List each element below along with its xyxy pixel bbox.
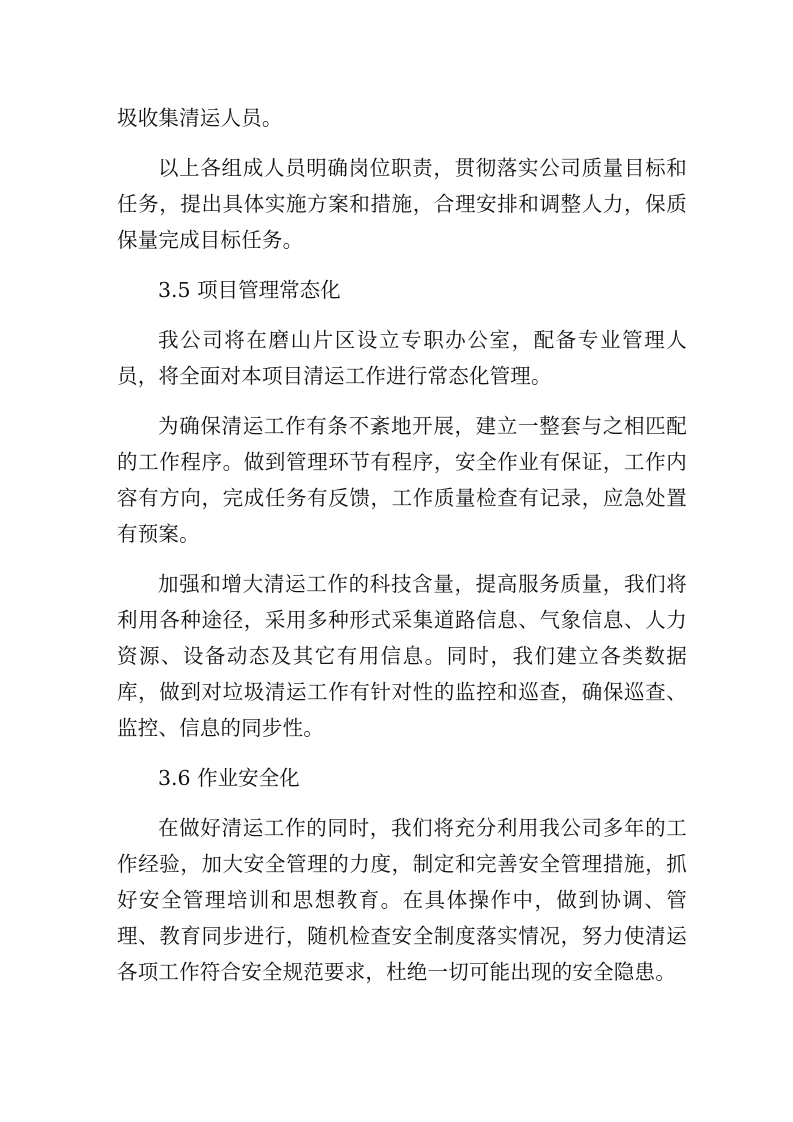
paragraph-technology: 加强和增大清运工作的科技含量，提高服务质量，我们将利用各种途径，采用多种形式采集道路信息、气象信息、人力资源、设备动态及其它有用信息。同时，我们建立各类数据库，做到对垃圾清运工作有针对性的监控和巡查，确保巡查、监控、信息的同步性。 xyxy=(117,572,687,740)
document-body xyxy=(117,100,687,1004)
section-heading-3-5: 3.5 项目管理常态化 xyxy=(158,278,341,302)
paragraph-office-setup: 我公司将在磨山片区设立专职办公室，配备专业管理人员，将全面对本项目清运工作进行常态化管理。 xyxy=(117,328,687,388)
paragraph-safety: 在做好清运工作的同时，我们将充分利用我公司多年的工作经验，加大安全管理的力度，制定和完善安全管理措施，抓好安全管理培训和思想教育。在具体操作中，做到协调、管理、教育同步进行，随机检查安全制度落实情况，努力使清运各项工作符合安全规范要求，杜绝一切可能出现的安全隐患。 xyxy=(117,816,687,984)
paragraph-staff-duties: 以上各组成人员明确岗位职责，贯彻落实公司质量目标和任务，提出具体实施方案和措施，合理安排和调整人力，保质保量完成目标任务。 xyxy=(117,156,687,252)
paragraph-continuation: 圾收集清运人员。 xyxy=(117,106,283,130)
paragraph-work-procedure: 为确保清运工作有条不紊地开展，建立一整套与之相匹配的工作程序。做到管理环节有程序，安全作业有保证，工作内容有方向，完成任务有反馈，工作质量检查有记录，应急处置有预案。 xyxy=(117,414,687,546)
section-heading-3-6: 3.6 作业安全化 xyxy=(158,766,300,790)
